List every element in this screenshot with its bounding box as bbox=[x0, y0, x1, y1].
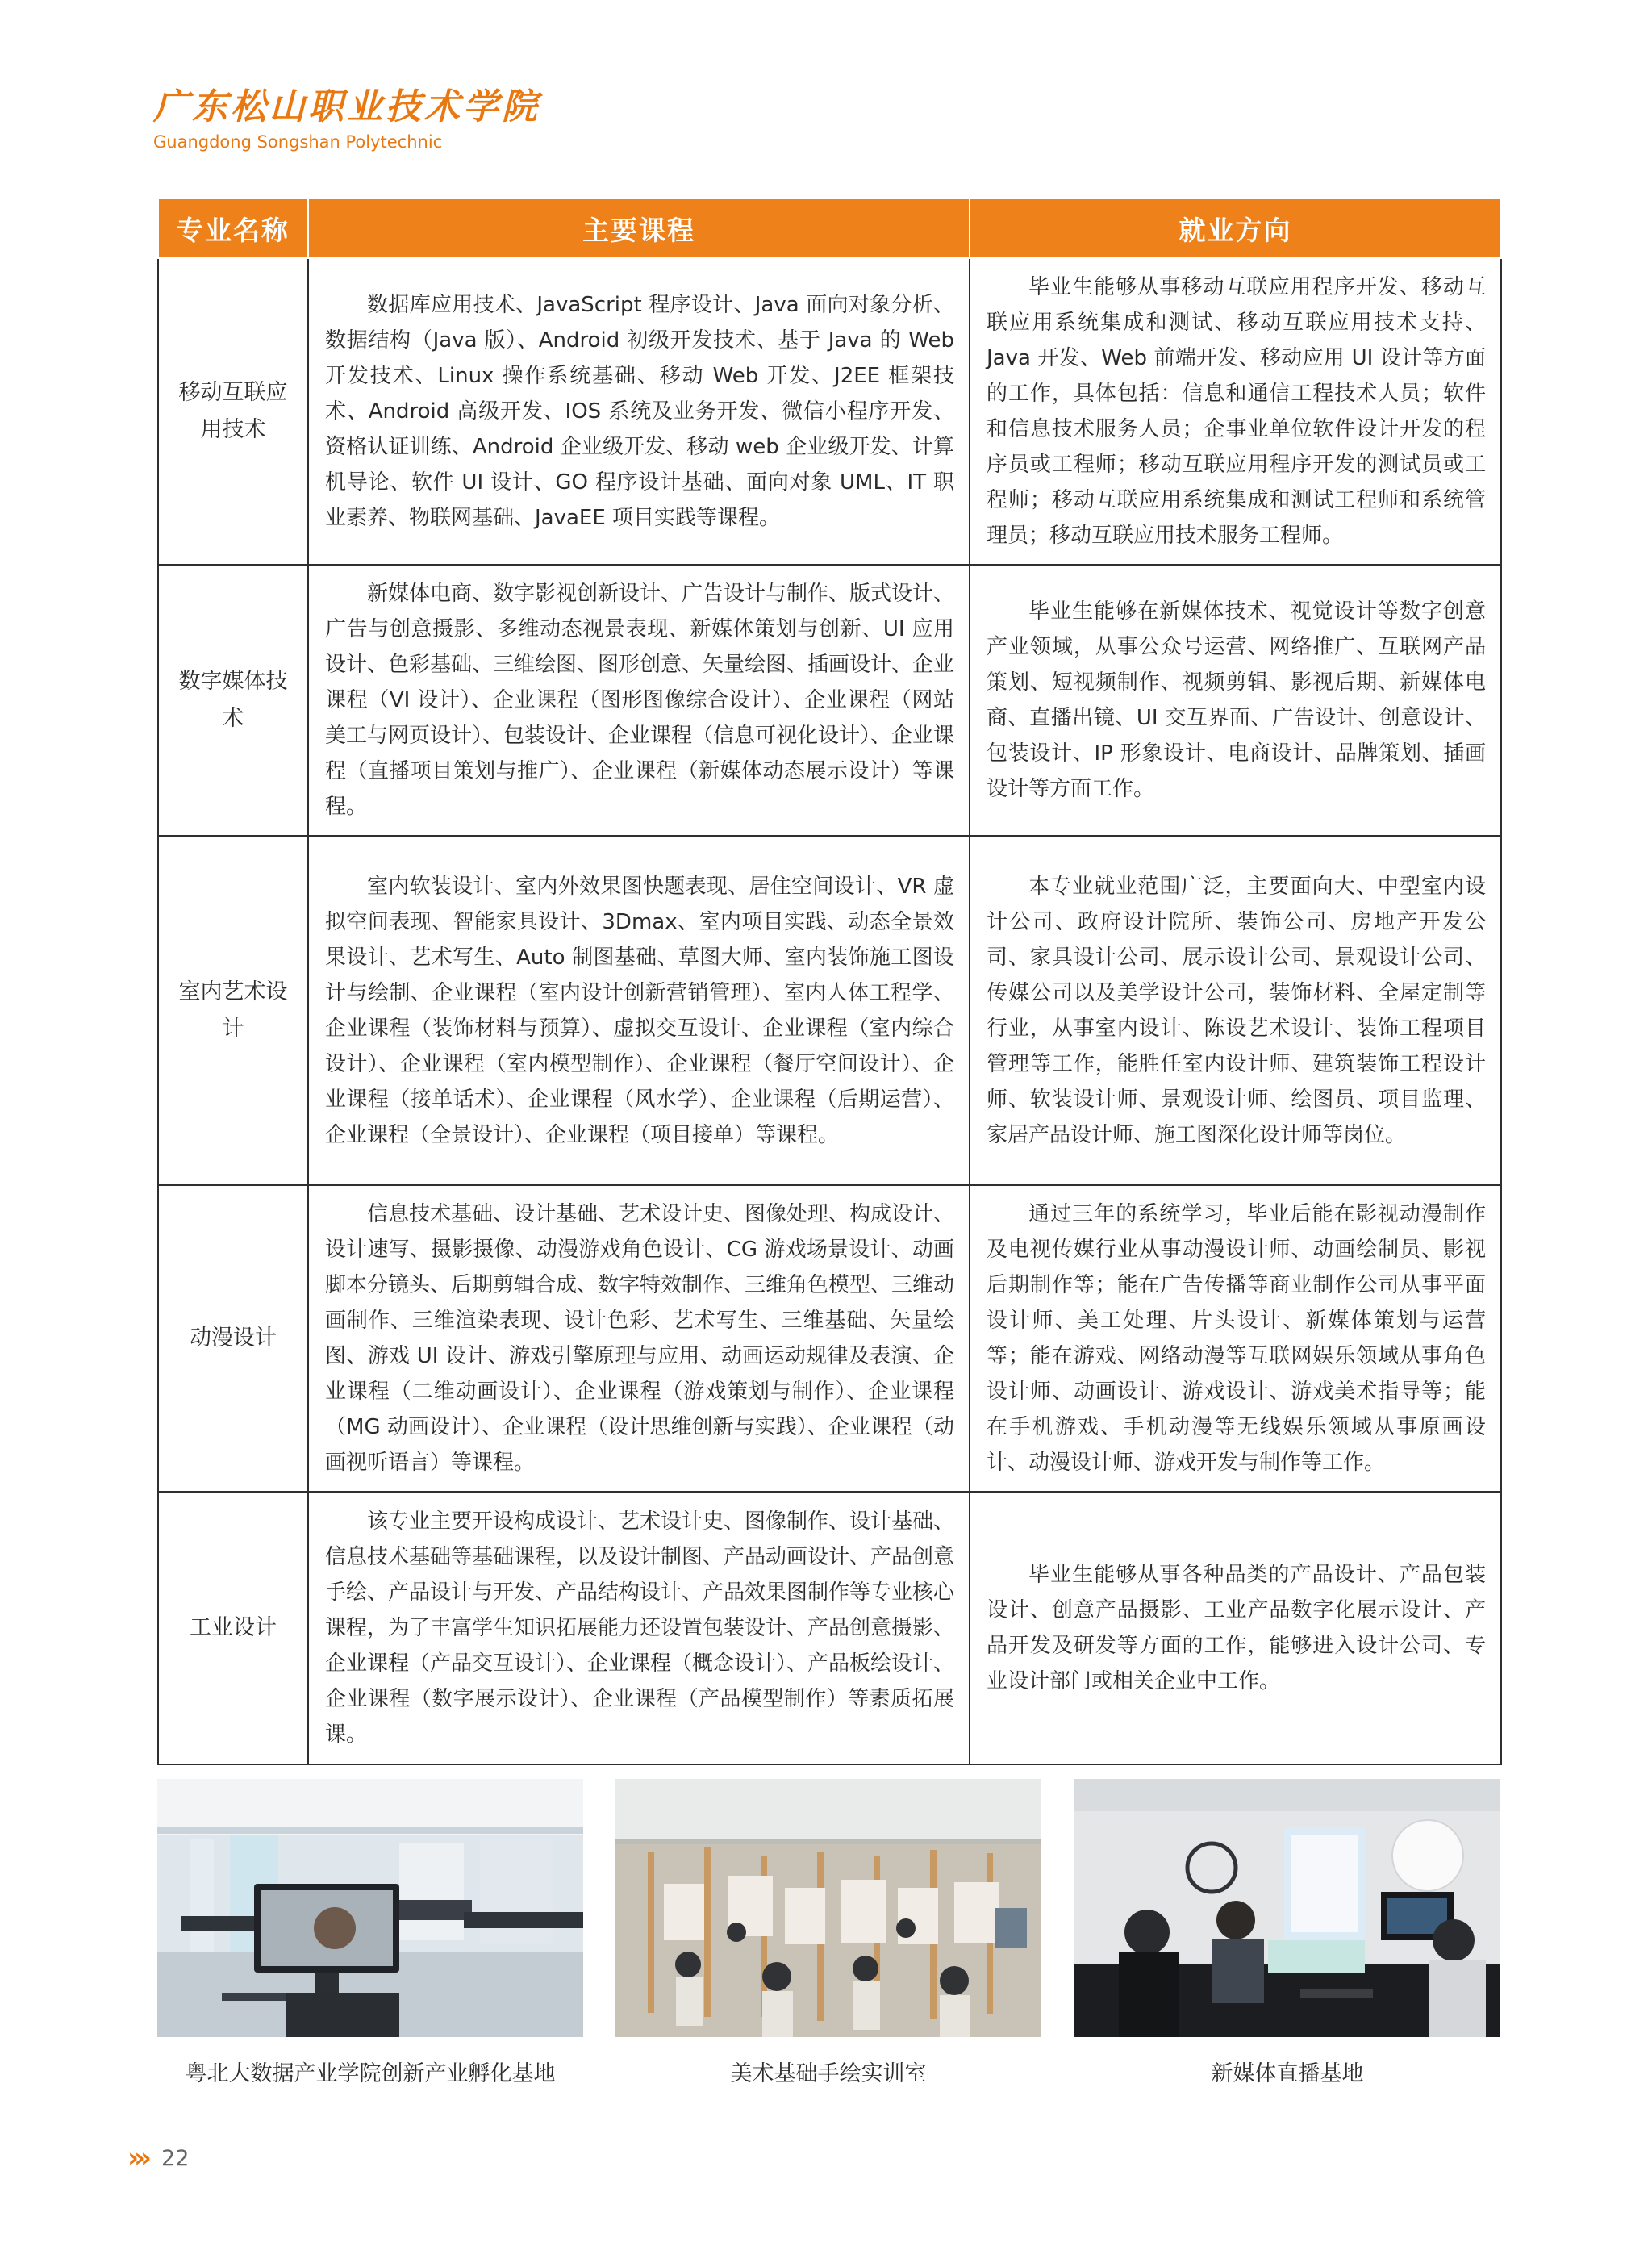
major-table bbox=[157, 198, 1502, 1765]
table-row bbox=[158, 1185, 1501, 1492]
table-row bbox=[158, 258, 1501, 565]
major-career: 毕业生能够在新媒体技术、视觉设计等数字创意产业领域，从事公众号运营、网络推广、互联网产品策划、短视频制作、视频剪辑、影视后期、新媒体电商、直播出镜、UI 交互界面、广告设计、创意设计、包装设计、IP 形象设计、电商设计、品牌策划、插画设计等方面工作。 bbox=[970, 565, 1501, 836]
major-career: 毕业生能够从事移动互联应用程序开发、移动互联应用系统集成和测试、移动互联应用技术支持、Java 开发、Web 前端开发、移动应用 UI 设计等方面的工作，具体包括：信息和通信工程技术人员；软件和信息技术服务人员；企事业单位软件设计开发的程序员或工程师；移动互联应用程序开发的测试员或工程师；移动互联应用系统集成和测试工程师和系统管理员；移动互联应用技术服务工程师。 bbox=[970, 258, 1501, 565]
logo-english-name: Guangdong Songshan Polytechnic bbox=[153, 132, 443, 152]
table-row bbox=[158, 836, 1501, 1185]
photo-strip bbox=[157, 1779, 1500, 2037]
major-name: 数字媒体技术 bbox=[158, 565, 308, 836]
major-name: 动漫设计 bbox=[158, 1185, 308, 1492]
double-chevron-right-icon: ››› bbox=[127, 2142, 148, 2174]
photo-caption: 新媒体直播基地 bbox=[1211, 2061, 1364, 2086]
table-header-row bbox=[158, 198, 1501, 258]
art-studio-photo bbox=[615, 1779, 1041, 2037]
major-courses: 信息技术基础、设计基础、艺术设计史、图像处理、构成设计、设计速写、摄影摄像、动漫游戏角色设计、CG 游戏场景设计、动画脚本分镜头、后期剪辑合成、数字特效制作、三维角色模型、三维动画制作、三维渲染表现、设计色彩、艺术写生、三维基础、矢量绘图、游戏 UI 设计、游戏引擎原理与应用、动画运动规律及表演、企业课程（二维动画设计）、企业课程（游戏策划与制作）、企业课程（MG 动画设计）、企业课程（设计思维创新与实践）、企业课程（动画视听语言）等课程。 bbox=[308, 1185, 970, 1492]
major-courses: 室内软装设计、室内外效果图快题表现、居住空间设计、VR 虚拟空间表现、智能家具设计、3Dmax、室内项目实践、动态全景效果设计、艺术写生、Auto 制图基础、草图大师、室内装饰施工图设计与绘制、企业课程（室内设计创新营销管理）、室内人体工程学、企业课程（装饰材料与预算）、虚拟交互设计、企业课程（室内综合设计）、企业课程（室内模型制作）、企业课程（餐厅空间设计）、企业课程（接单话术）、企业课程（风水学）、企业课程（后期运营）、企业课程（全景设计）、企业课程（项目接单）等课程。 bbox=[308, 836, 970, 1185]
header-major-name: 专业名称 bbox=[158, 198, 308, 258]
table-row bbox=[158, 1492, 1501, 1764]
header-career-direction: 就业方向 bbox=[970, 198, 1501, 258]
live-streaming-base-photo bbox=[1074, 1779, 1500, 2037]
photo-caption: 粤北大数据产业学院创新产业孵化基地 bbox=[185, 2061, 556, 2086]
major-courses: 数据库应用技术、JavaScript 程序设计、Java 面向对象分析、数据结构（Java 版）、Android 初级开发技术、基于 Java 的 Web 开发技术、Linux 操作系统基础、移动 Web 开发、J2EE 框架技术、Android 高级开发、IOS 系统及业务开发、微信小程序开发、资格认证训练、Android 企业级开发、移动 web 企业级开发、计算机导论、软件 UI 设计、GO 程序设计基础、面向对象 UML、IT 职业素养、物联网基础、JavaEE 项目实践等课程。 bbox=[308, 258, 970, 565]
major-name: 移动互联应用技术 bbox=[158, 258, 308, 565]
table-row bbox=[158, 565, 1501, 836]
major-name: 工业设计 bbox=[158, 1492, 308, 1764]
major-courses: 新媒体电商、数字影视创新设计、广告设计与制作、版式设计、广告与创意摄影、多维动态视景表现、新媒体策划与创新、UI 应用设计、色彩基础、三维绘图、图形创意、矢量绘图、插画设计、企业课程（VI 设计）、企业课程（图形图像综合设计）、企业课程（网站美工与网页设计）、包装设计、企业课程（信息可视化设计）、企业课程（直播项目策划与推广）、企业课程（新媒体动态展示设计）等课程。 bbox=[308, 565, 970, 836]
page-number: 22 bbox=[161, 2145, 190, 2171]
school-logo bbox=[153, 87, 540, 153]
header-main-courses: 主要课程 bbox=[308, 198, 970, 258]
major-courses: 该专业主要开设构成设计、艺术设计史、图像制作、设计基础、信息技术基础等基础课程，以及设计制图、产品动画设计、产品创意手绘、产品设计与开发、产品结构设计、产品效果图制作等专业核心课程，为了丰富学生知识拓展能力还设置包装设计、产品创意摄影、企业课程（产品交互设计）、企业课程（概念设计）、产品板绘设计、企业课程（数字展示设计）、企业课程（产品模型制作）等素质拓展课。 bbox=[308, 1492, 970, 1764]
incubation-base-photo bbox=[157, 1779, 583, 2037]
major-career: 毕业生能够从事各种品类的产品设计、产品包装设计、创意产品摄影、工业产品数字化展示设计、产品开发及研发等方面的工作，能够进入设计公司、专业设计部门或相关企业中工作。 bbox=[970, 1492, 1501, 1764]
page-footer bbox=[127, 2142, 189, 2174]
major-career: 通过三年的系统学习，毕业后能在影视动漫制作及电视传媒行业从事动漫设计师、动画绘制员、影视后期制作等；能在广告传播等商业制作公司从事平面设计师、美工处理、片头设计、新媒体策划与运营等；能在游戏、网络动漫等互联网娱乐领域从事角色设计师、动画设计、游戏设计、游戏美术指导等；能在手机游戏、手机动漫等无线娱乐领域从事原画设计、动漫设计师、游戏开发与制作等工作。 bbox=[970, 1185, 1501, 1492]
major-name: 室内艺术设计 bbox=[158, 836, 308, 1185]
logo-chinese-name: 广东松山职业技术学院 bbox=[153, 86, 540, 127]
major-career: 本专业就业范围广泛，主要面向大、中型室内设计公司、政府设计院所、装饰公司、房地产开发公司、家具设计公司、展示设计公司、景观设计公司、传媒公司以及美学设计公司，装饰材料、全屋定制等行业，从事室内设计、陈设艺术设计、装饰工程项目管理等工作，能胜任室内设计师、建筑装饰工程设计师、软装设计师、景观设计师、绘图员、项目监理、家居产品设计师、施工图深化设计师等岗位。 bbox=[970, 836, 1501, 1185]
photo-caption: 美术基础手绘实训室 bbox=[730, 2061, 927, 2086]
